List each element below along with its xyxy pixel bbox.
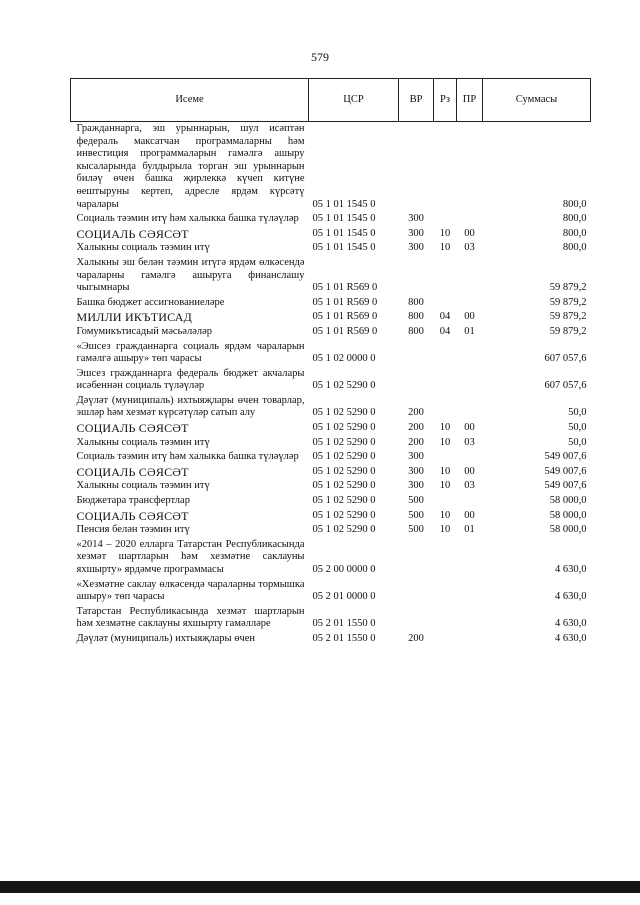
- table-row: [71, 578, 591, 605]
- table-row: [71, 296, 591, 311]
- row-csr: 05 1 01 1545 0: [312, 242, 376, 254]
- row-rz: 10: [439, 422, 451, 434]
- table-row: [71, 450, 591, 465]
- row-pr: 00: [464, 311, 475, 323]
- row-name: Халыкны социаль тәэмин итү: [76, 480, 210, 492]
- table-row: [71, 340, 591, 367]
- row-name: Социаль тәэмин итү һәм халыкка башка түләүләр: [76, 213, 299, 225]
- row-name: «Эшсез гражданнарга социаль ярдәм чараларын гамәлгә ашыру» төп чарасы: [76, 340, 305, 365]
- row-rz: 10: [439, 436, 451, 448]
- row-rz: 10: [439, 227, 451, 239]
- row-csr: 05 1 01 1545 0: [312, 198, 376, 210]
- row-sum: 800,0: [562, 213, 587, 225]
- page-number: 579: [311, 50, 329, 64]
- row-rz: [434, 212, 457, 227]
- row-vr: 200: [408, 632, 424, 644]
- row-pr: 00: [464, 422, 475, 434]
- budget-table: [70, 78, 591, 647]
- header-sum: Суммасы: [483, 79, 591, 122]
- row-name: Социаль тәэмин итү һәм халыкка башка түләүләр: [76, 451, 299, 463]
- row-sum: 800,0: [562, 227, 587, 239]
- row-name: СОЦИАЛЬ СӘЯСӘТ: [76, 464, 189, 479]
- row-rz: [434, 494, 457, 509]
- row-pr: [457, 340, 483, 367]
- row-csr: 05 1 02 5290 0: [312, 422, 376, 434]
- row-vr: 300: [408, 480, 424, 492]
- row-rz: 10: [439, 509, 451, 521]
- table-row: [71, 241, 591, 256]
- row-csr: 05 1 01 R569 0: [312, 325, 378, 337]
- table-row: [71, 122, 591, 213]
- row-pr: [457, 296, 483, 311]
- row-rz: 10: [439, 242, 451, 254]
- table-row: [71, 421, 591, 436]
- row-sum: 59 879,2: [549, 325, 587, 337]
- row-rz: [434, 605, 457, 632]
- row-csr: 05 2 01 1550 0: [312, 618, 376, 630]
- row-name: СОЦИАЛЬ СӘЯСӘТ: [76, 226, 189, 241]
- row-sum: 607 057,6: [544, 380, 587, 392]
- row-csr: 05 2 01 0000 0: [312, 591, 376, 603]
- scan-edge-bar: [0, 881, 640, 893]
- row-vr: [399, 538, 434, 578]
- table-row: [71, 394, 591, 421]
- table-row: [71, 479, 591, 494]
- row-vr: 800: [408, 296, 424, 308]
- table-row: [71, 310, 591, 325]
- row-name: Бюджетара трансфертлар: [76, 495, 190, 507]
- row-vr: 200: [408, 436, 424, 448]
- row-vr: [399, 367, 434, 394]
- row-rz: [434, 450, 457, 465]
- row-rz: 10: [439, 524, 451, 536]
- row-csr: 05 1 02 5290 0: [312, 407, 376, 419]
- row-csr: 05 1 02 5290 0: [312, 480, 376, 492]
- table-row: [71, 605, 591, 632]
- row-csr: 05 2 00 0000 0: [312, 564, 376, 575]
- row-csr: 05 1 02 5290 0: [312, 451, 376, 463]
- row-sum: 4 630,0: [555, 618, 587, 630]
- row-vr: 500: [408, 524, 424, 536]
- row-pr: 03: [464, 242, 475, 254]
- row-sum: 607 057,6: [544, 353, 587, 365]
- row-vr: 200: [408, 407, 424, 419]
- row-vr: 300: [408, 227, 424, 239]
- table-body: [71, 122, 591, 647]
- row-pr: [457, 494, 483, 509]
- row-pr: [457, 578, 483, 605]
- header-rz: Рз: [434, 79, 457, 122]
- row-csr: 05 1 02 5290 0: [312, 465, 376, 477]
- row-rz: 04: [439, 325, 451, 337]
- row-sum: 800,0: [562, 198, 587, 210]
- table-row: [71, 523, 591, 538]
- row-pr: [457, 632, 483, 647]
- row-pr: 01: [464, 325, 475, 337]
- row-name: «2014 – 2020 елларга Татарстан Республикасында хезмәт шартларын һәм хезмәтне саклауны яхшырту» ярдәмче программасы: [76, 538, 305, 575]
- row-pr: [457, 367, 483, 394]
- row-sum: 58 000,0: [549, 495, 587, 507]
- row-vr: [399, 340, 434, 367]
- row-sum: 50,0: [568, 422, 587, 434]
- row-sum: 50,0: [568, 436, 587, 448]
- row-sum: 549 007,6: [544, 480, 587, 492]
- row-pr: 01: [464, 524, 475, 536]
- row-sum: 4 630,0: [555, 632, 587, 644]
- row-name: «Хезмәтне саклау өлкәсендә чараларны тормышка ашыру» төп чарасы: [76, 578, 305, 603]
- row-rz: [434, 538, 457, 578]
- row-csr: 05 1 01 1545 0: [312, 227, 376, 239]
- table-row: [71, 325, 591, 340]
- row-pr: 00: [464, 465, 475, 477]
- row-csr: 05 1 01 R569 0: [312, 282, 378, 294]
- row-pr: [457, 450, 483, 465]
- row-vr: [399, 122, 434, 213]
- row-vr: [399, 578, 434, 605]
- table-row: [71, 436, 591, 451]
- row-csr: 05 2 01 1550 0: [312, 632, 376, 644]
- row-pr: [457, 394, 483, 421]
- header-pr: ПР: [457, 79, 483, 122]
- row-sum: 59 879,2: [549, 311, 587, 323]
- table-row: [71, 212, 591, 227]
- row-pr: [457, 605, 483, 632]
- row-sum: 549 007,6: [544, 451, 587, 463]
- table-header-row: [71, 79, 591, 122]
- row-rz: 04: [439, 311, 451, 323]
- row-name: Халыкны социаль тәэмин итү: [76, 242, 210, 254]
- row-sum: 800,0: [562, 242, 587, 254]
- row-pr: 00: [464, 509, 475, 521]
- row-pr: [457, 122, 483, 213]
- row-vr: 300: [408, 465, 424, 477]
- table-row: [71, 465, 591, 480]
- row-vr: [399, 605, 434, 632]
- row-pr: [457, 256, 483, 296]
- row-vr: 300: [408, 242, 424, 254]
- table-row: [71, 256, 591, 296]
- row-sum: 50,0: [568, 407, 587, 419]
- table-row: [71, 494, 591, 509]
- row-sum: 59 879,2: [549, 282, 587, 294]
- row-rz: 10: [439, 480, 451, 492]
- table-row: [71, 632, 591, 647]
- row-csr: 05 1 02 5290 0: [312, 436, 376, 448]
- row-sum: 59 879,2: [549, 296, 587, 308]
- header-vr: ВР: [399, 79, 434, 122]
- header-csr: ЦСР: [309, 79, 399, 122]
- table-row: [71, 367, 591, 394]
- row-csr: 05 1 01 1545 0: [312, 213, 376, 225]
- row-rz: [434, 394, 457, 421]
- row-pr: 03: [464, 480, 475, 492]
- row-sum: 549 007,6: [544, 465, 587, 477]
- row-name: Дәүләт (муниципаль) ихтыяҗлары өчен товарлар, эшләр һәм хезмәт күрсәтүләр сатып алу: [76, 394, 305, 419]
- row-sum: 4 630,0: [555, 591, 587, 603]
- row-vr: 300: [408, 213, 424, 225]
- row-vr: 200: [408, 422, 424, 434]
- table-row: [71, 538, 591, 578]
- row-name: Халыкны эш белән тәэмин итүгә ярдәм өлкәсендә чараларны гамәлгә ашыруга финанслашу чыгымнары: [76, 256, 305, 294]
- header-name: Исеме: [71, 79, 309, 122]
- row-vr: 500: [408, 509, 424, 521]
- table-row: [71, 509, 591, 524]
- row-pr: [457, 538, 483, 578]
- row-rz: 10: [439, 465, 451, 477]
- row-name: Башка бюджет ассигнованиеләре: [76, 296, 225, 308]
- row-pr: 00: [464, 227, 475, 239]
- row-vr: [399, 256, 434, 296]
- row-sum: 4 630,0: [555, 564, 587, 575]
- row-csr: 05 1 02 5290 0: [312, 524, 376, 536]
- row-rz: [434, 256, 457, 296]
- row-rz: [434, 340, 457, 367]
- row-csr: 05 1 01 R569 0: [312, 296, 378, 308]
- row-name: Халыкны социаль тәэмин итү: [76, 436, 210, 448]
- row-name: МИЛЛИ ИКЪТИСАД: [76, 310, 192, 325]
- row-vr: 800: [408, 311, 424, 323]
- row-vr: 800: [408, 325, 424, 337]
- row-name: Эшсез гражданнарга федераль бюджет акчалары исәбеннән социаль түләүләр: [76, 367, 305, 392]
- row-name: Гомумикътисадый мәсьәләләр: [76, 325, 213, 337]
- row-csr: 05 1 02 0000 0: [312, 353, 376, 365]
- row-csr: 05 1 02 5290 0: [312, 509, 376, 521]
- row-sum: 58 000,0: [549, 509, 587, 521]
- row-csr: 05 1 01 R569 0: [312, 311, 378, 323]
- row-name: Татарстан Республикасында хезмәт шартларын һәм хезмәтне саклауны яхшырту гамәлләре: [76, 605, 305, 630]
- row-rz: [434, 632, 457, 647]
- row-pr: 03: [464, 436, 475, 448]
- row-name: СОЦИАЛЬ СӘЯСӘТ: [76, 508, 189, 523]
- row-name: Дәүләт (муниципаль) ихтыяҗлары өчен: [76, 632, 256, 644]
- row-csr: 05 1 02 5290 0: [312, 495, 376, 507]
- row-rz: [434, 367, 457, 394]
- row-vr: 500: [408, 495, 424, 507]
- row-vr: 300: [408, 451, 424, 463]
- row-sum: 58 000,0: [549, 524, 587, 536]
- row-name: Пенсия белән тәэмин итү: [76, 524, 190, 536]
- row-name: Гражданнарга, эш урыннарын, шул исәптән федераль максатчан программаларны һәм инвестиция программаларын гамәлгә ашыру кысаларында булдырыла торган эш урыннарын биләү өчен башка җирлеккә күчеп китүне өештыруны кертеп, адресле ярдәм күрсәтү чаралары: [76, 123, 305, 210]
- row-rz: [434, 296, 457, 311]
- row-name: СОЦИАЛЬ СӘЯСӘТ: [76, 421, 189, 436]
- row-csr: 05 1 02 5290 0: [312, 380, 376, 392]
- row-rz: [434, 578, 457, 605]
- row-pr: [457, 212, 483, 227]
- table-row: [71, 227, 591, 242]
- row-rz: [434, 122, 457, 213]
